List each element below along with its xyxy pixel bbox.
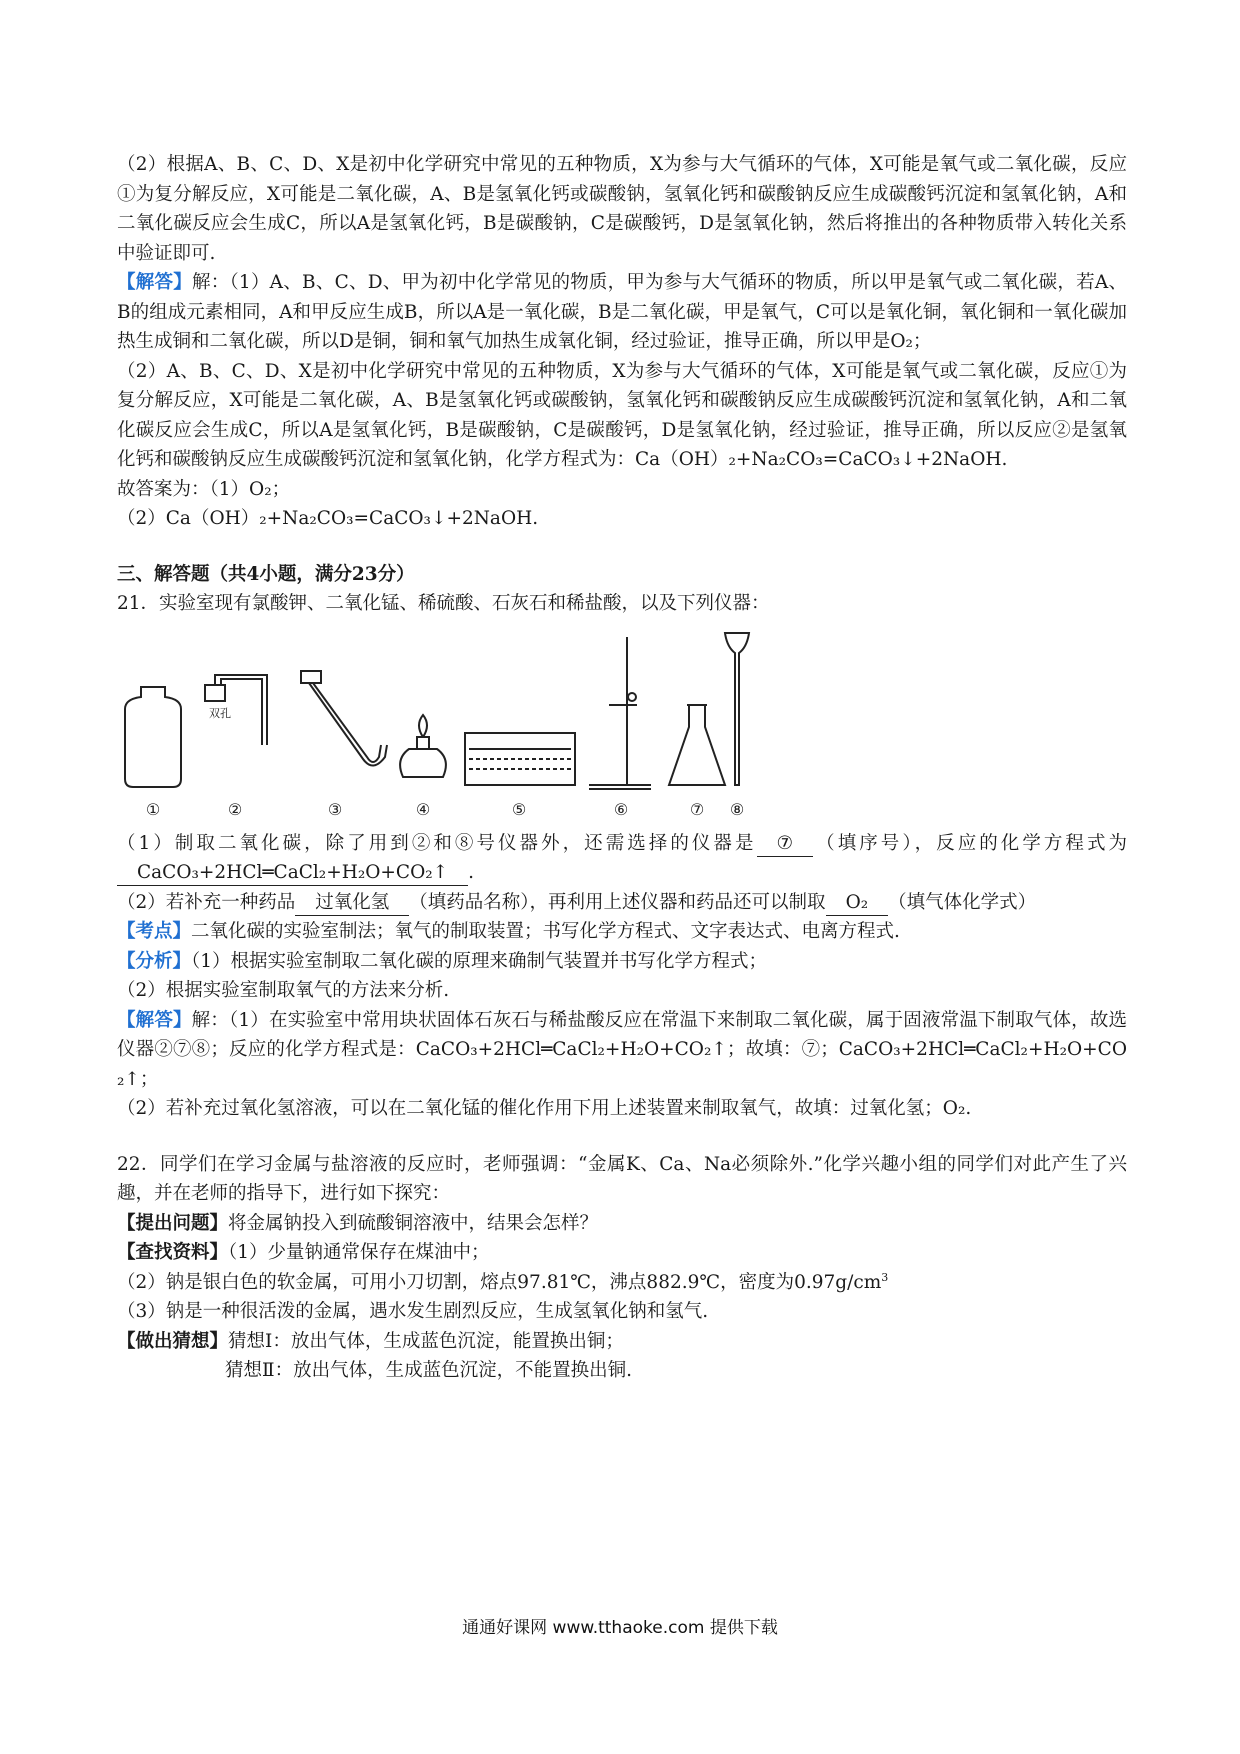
answer-blank: O₂ [826, 891, 889, 916]
figure-label: ① [145, 799, 161, 819]
water-trough-icon [465, 733, 575, 785]
fenxi-tag: 【分析】 [117, 950, 192, 972]
answer-paragraph-2: （2）A、B、C、D、X是初中化学研究中常见的五种物质，X为参与大气循环的气体，X可能是氧气或二氧化碳，反应①为复分解反应，X可能是二氧化碳，A、B是氢氧化钙或碳酸钠，氢氧化钙和碳酸钠反应生成碳酸钙沉淀和氢氧化钠，A和二氧化碳反应会生成C，所以A是氢氧化钙，B是碳酸钠，C是碳酸钙，D是氢氧化钠，经过验证，推导正确，所以反应②是氢氧化钙和碳酸钠反应生成碳酸钙沉淀和氢氧化钠，化学方程式为：Ca（OH）₂+Na₂CO₃=CaCO₃↓+2NaOH. [117, 360, 1127, 470]
alcohol-lamp-icon [400, 715, 446, 777]
answer-blank: CaCO₃+2HCl═CaCl₂+H₂O+CO₂↑ [117, 861, 468, 886]
kaodian-tag: 【考点】 [117, 921, 192, 942]
final-answer-line-1: 故答案为：（1）O₂； [117, 478, 291, 500]
q21-sub2: （2）若补充一种药品 过氧化氢 （填药品名称），再利用上述仪器和药品还可以制取 O₂ （填气体化学式） [117, 888, 1127, 918]
fenxi-line-2: （2）根据实验室制取氧气的方法来分析. [117, 980, 450, 1001]
analysis-paragraph: （2）根据A、B、C、D、X是初中化学研究中常见的五种物质，X为参与大气循环的气体，X可能是氧气或二氧化碳，反应①为复分解反应，X可能是二氧化碳，A、B是氢氧化钙或碳酸钠，氢氧化钙和碳酸钠反应生成碳酸钙沉淀和氢氧化钠，A和二氧化碳反应会生成C，所以A是氢氧化钙，B是碳酸钠，C是碳酸钙，D是氢氧化钠，然后将推出的各种物质带入转化关系中验证即可. [117, 154, 1127, 264]
q21-stem: 21．实验室现有氯酸钾、二氧化锰、稀硫酸、石灰石和稀盐酸，以及下列仪器： [117, 593, 770, 614]
q22-question: 【提出问题】将金属钠投入到硫酸铜溶液中，结果会怎样？ [117, 1212, 599, 1234]
ziliao-tag: 【查找资料】 [117, 1242, 229, 1263]
lab-apparatus-figure [117, 627, 757, 827]
jieda-line-2: （2）若补充过氧化氢溶液，可以在二氧化锰的催化作用下用上述装置来制取氧气，故填：过氧化氢；O₂. [117, 1098, 972, 1119]
tiwen-tag: 【提出问题】 [117, 1212, 229, 1234]
final-answer-line-2: （2）Ca（OH）₂+Na₂CO₃=CaCO₃↓+2NaOH. [117, 508, 539, 529]
figure-label: ④ [415, 799, 431, 819]
fenxi-line: 【分析】（1）根据实验室制取二氧化碳的原理来确制气装置并书写化学方程式； [117, 950, 768, 972]
answer-tag: 【解答】 [117, 272, 192, 293]
q22-ziliao-3: （3）钠是一种很活泼的金属，遇水发生剧烈反应，生成氢氧化钠和氢气. [117, 1301, 709, 1322]
figure-label: ③ [327, 799, 343, 819]
figure-label: ⑤ [511, 799, 527, 819]
section-title: 三、解答题（共4小题，满分23分） [117, 563, 415, 585]
conical-flask-icon [669, 705, 725, 785]
iron-stand-icon [589, 637, 651, 789]
answer-blank: 过氧化氢 [295, 891, 409, 916]
jieda-tag: 【解答】 [117, 1009, 192, 1031]
gas-jar-icon [125, 687, 181, 787]
answer-paragraph-1: 【解答】解：（1）A、B、C、D、甲为初中化学常见的物质，甲为参与大气循环的物质，所以甲是氧气或二氧化碳，若A、B的组成元素相同，A和甲反应生成B，所以A是一氧化碳，B是二氧化碳，甲是氧气，C可以是氧化铜，氧化铜和一氧化碳加热生成铜和二氧化碳，所以D是铜，铜和氧气加热生成氧化铜，经过验证，推导正确，所以甲是O₂； [117, 272, 1127, 352]
figure-label: ⑥ [613, 799, 629, 819]
figure-label: ② [227, 799, 243, 819]
q22-ziliao-2: （2）钠是银白色的软金属，可用小刀切割，熔点97.81℃，沸点882.9℃，密度为$0.97g/cm^3$ [117, 1270, 889, 1293]
figure-label: ⑧ [729, 799, 745, 819]
page-footer: 通通好课网 www.tthaoke.com 提供下载 [462, 1618, 778, 1638]
q22-stem: 22．同学们在学习金属与盐溶液的反应时，老师强调：“金属K、Ca、Na必须除外.”化学兴趣小组的同学们对此产生了兴趣，并在老师的指导下，进行如下探究： [117, 1153, 1127, 1204]
q21-sub1: （1）制取二氧化碳，除了用到②和⑧号仪器外，还需选择的仪器是 ⑦ （填序号），反应的化学方程式为CaCO₃+2HCl═CaCl₂+H₂O+CO₂↑ . [117, 829, 1127, 888]
funnel-icon [725, 633, 749, 785]
answer-blank: ⑦ [757, 832, 814, 857]
q22-ziliao-1: 【查找资料】（1）少量钠通常保存在煤油中； [117, 1242, 490, 1263]
document-content [117, 150, 1127, 1386]
jieda-line: 【解答】解：（1）在实验室中常用块状固体石灰石与稀盐酸反应在常温下来制取二氧化碳，属于固液常温下制取气体，故选仪器②⑦⑧；反应的化学方程式是：CaCO₃+2HCl═CaCl₂+H₂O+CO₂↑；故填：⑦；CaCO₃+2HCl═CaCl₂+H₂O+CO₂↑； [117, 1009, 1127, 1090]
q22-caixiang-2: 猜想Ⅱ：放出气体，生成蓝色沉淀，不能置换出铜. [225, 1360, 632, 1381]
q22-caixiang-1: 【做出猜想】猜想Ⅰ：放出气体，生成蓝色沉淀，能置换出铜； [117, 1330, 624, 1352]
caixiang-tag: 【做出猜想】 [117, 1330, 229, 1352]
bent-tube-icon [301, 671, 387, 766]
figure-label: ⑦ [689, 799, 705, 819]
kaodian-line: 【考点】二氧化碳的实验室制法；氧气的制取装置；书写化学方程式、文字表达式、电离方程式. [117, 921, 900, 942]
figure-text-label: 双孔 [209, 706, 231, 720]
apparatus-illustration [117, 627, 757, 827]
